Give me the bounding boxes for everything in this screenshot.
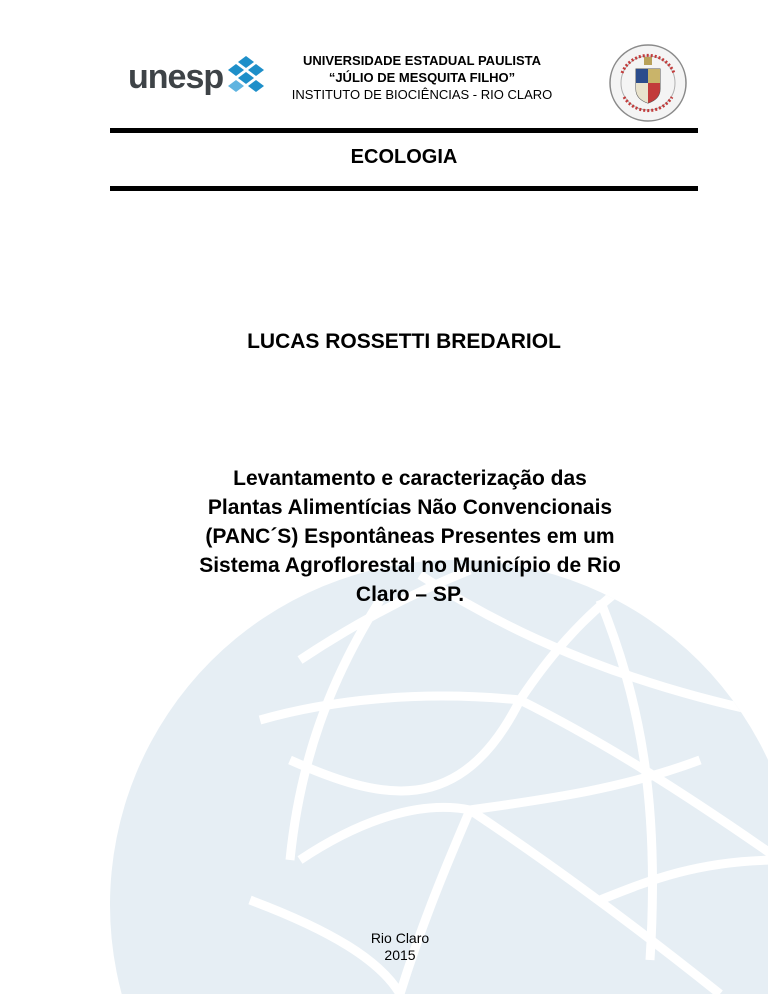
title-line: Plantas Alimentícias Não Convencionais: [207, 496, 613, 519]
university-name: UNIVERSIDADE ESTADUAL PAULISTA: [302, 53, 542, 68]
institute-seal-icon: [608, 43, 688, 123]
header-divider-bottom: [110, 186, 698, 191]
unesp-logo-text: unesp: [128, 58, 224, 96]
unesp-logo: [128, 52, 268, 102]
footer-location: [300, 930, 500, 964]
institution-header: [262, 52, 582, 103]
course-title: ECOLOGIA: [350, 146, 458, 168]
title-line: Levantamento e caracterização das: [233, 467, 587, 490]
title-line: (PANC´S) Espontâneas Presentes em um: [205, 525, 615, 548]
institute-name: INSTITUTO DE BIOCIÊNCIAS - RIO CLARO: [291, 87, 553, 102]
footer-year: 2015: [384, 947, 416, 963]
header-divider-top: [110, 128, 698, 133]
title-line: Claro – SP.: [355, 583, 465, 606]
university-subname: “JÚLIO DE MESQUITA FILHO”: [328, 70, 516, 85]
title-line: Sistema Agroflorestal no Município de Rio: [199, 554, 621, 577]
footer-city: Rio Claro: [370, 930, 430, 946]
document-title: [140, 464, 680, 609]
author-name: LUCAS ROSSETTI BREDARIOL: [247, 330, 561, 353]
